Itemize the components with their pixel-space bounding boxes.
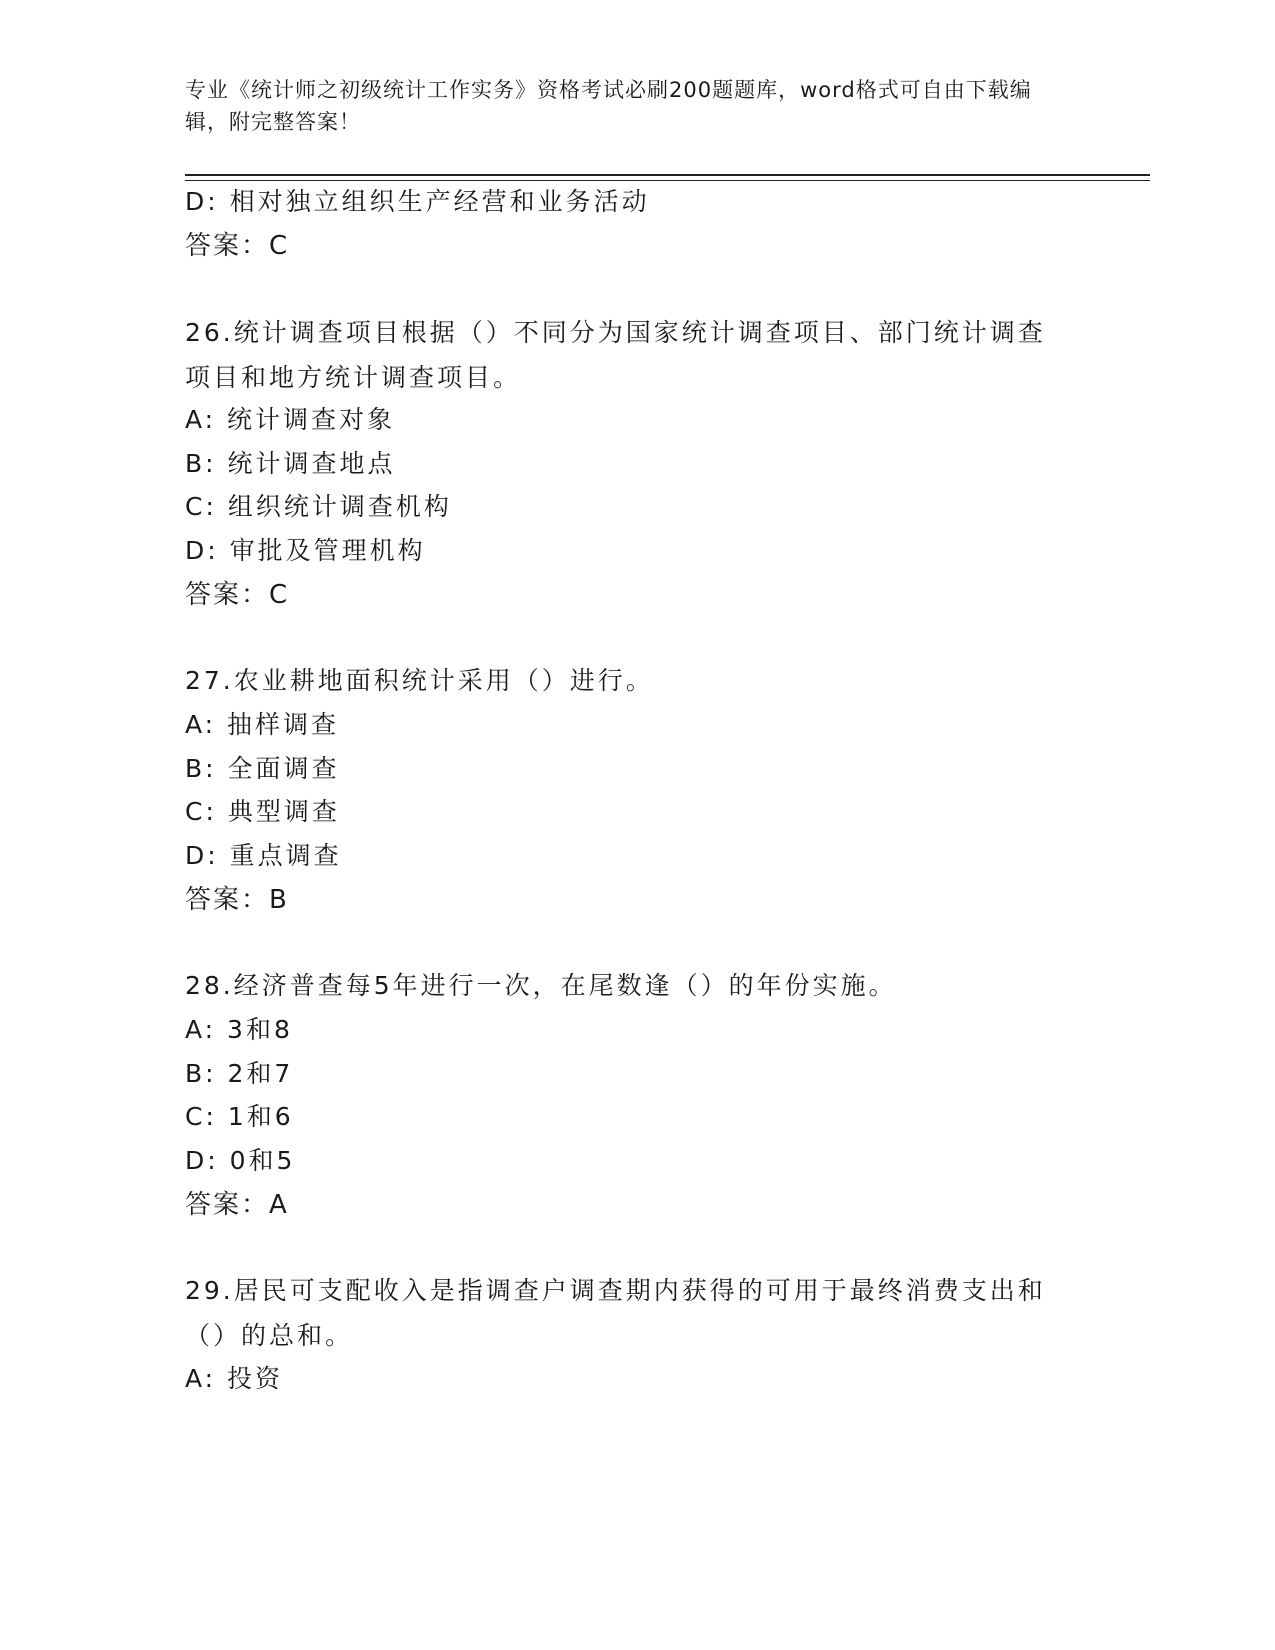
- header-divider: [185, 174, 1150, 176]
- question-26-option-b: B: 统计调查地点: [185, 449, 396, 478]
- header-divider-thin: [185, 180, 1150, 181]
- question-28-option-a: A: 3和8: [185, 1015, 293, 1044]
- question-27-option-d: D: 重点调查: [185, 841, 342, 870]
- question-26-stem: 26.统计调查项目根据（）不同分为国家统计调查项目、部门统计调查项目和地方统计调查项目。: [185, 318, 1046, 392]
- question-28-answer: 答案：A: [185, 1190, 289, 1220]
- question-28-option-b: B: 2和7: [185, 1059, 294, 1088]
- question-28-stem: 28.经济普查每5年进行一次，在尾数逢（）的年份实施。: [185, 971, 897, 1000]
- question-29-stem: 29.居民可支配收入是指调查户调查期内获得的可用于最终消费支出和（）的总和。: [185, 1276, 1046, 1350]
- question-28-option-d: D: 0和5: [185, 1146, 296, 1175]
- question-29-option-a: A: 投资: [185, 1364, 284, 1393]
- question-27-option-a: A: 抽样调查: [185, 710, 340, 739]
- question-28-option-c: C: 1和6: [185, 1102, 294, 1131]
- question-26-option-a: A: 统计调查对象: [185, 405, 396, 434]
- question-26-option-c: C: 组织统计调查机构: [185, 492, 452, 521]
- question-27-option-c: C: 典型调查: [185, 797, 340, 826]
- document-header: 专业《统计师之初级统计工作实务》资格考试必刷200题题库，word格式可自由下载编辑，附完整答案！: [185, 78, 1032, 134]
- question-26-answer: 答案：C: [185, 580, 290, 610]
- question-26-option-d: D: 审批及管理机构: [185, 536, 426, 565]
- question-27-option-b: B: 全面调查: [185, 754, 340, 783]
- prev-option-d: D: 相对独立组织生产经营和业务活动: [185, 187, 650, 216]
- prev-answer: 答案：C: [185, 231, 290, 261]
- question-27-stem: 27.农业耕地面积统计采用（）进行。: [185, 666, 654, 695]
- question-27-answer: 答案：B: [185, 885, 289, 915]
